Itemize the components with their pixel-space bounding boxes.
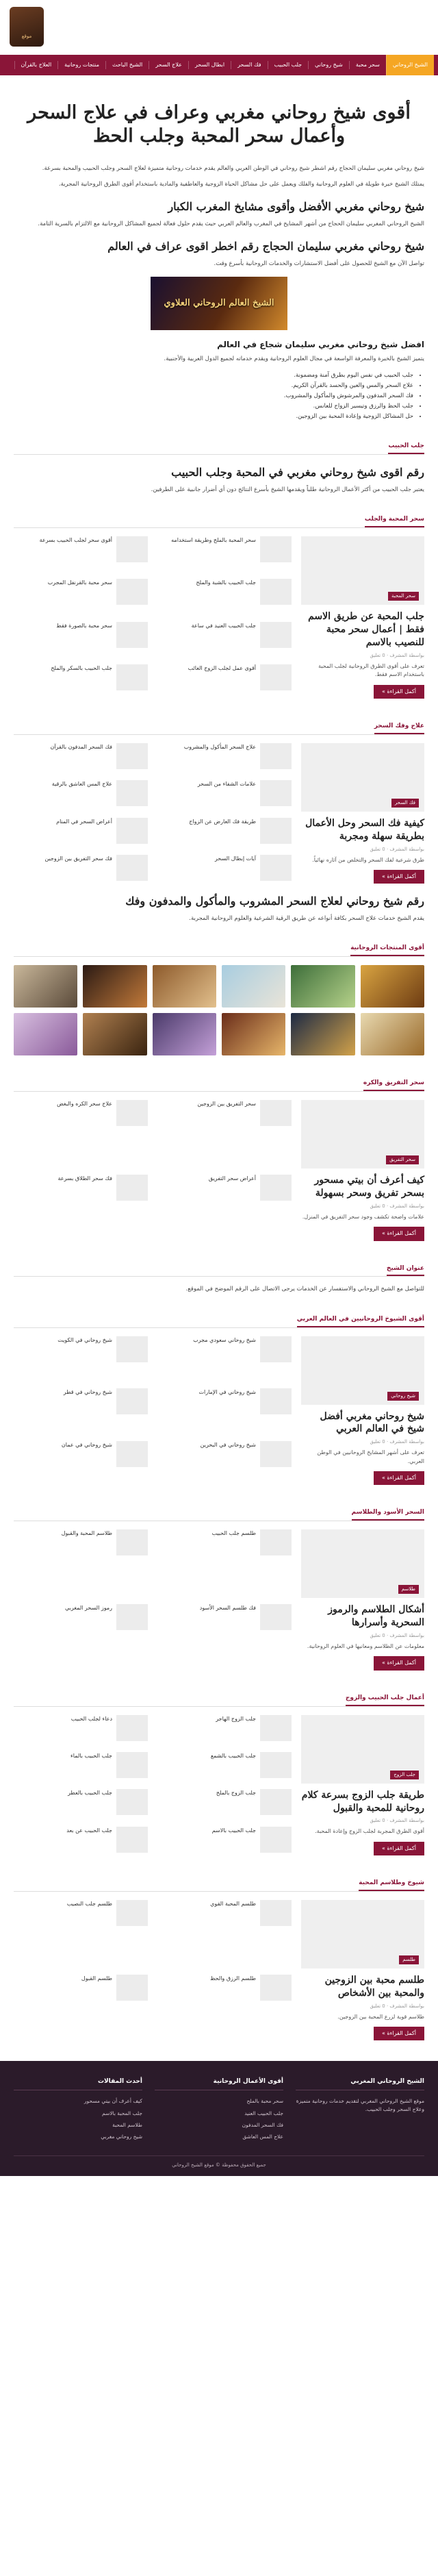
post-title[interactable]: طلسم جلب النصيب <box>66 1901 112 1907</box>
nav-item-6[interactable]: علاج السحر <box>149 61 188 69</box>
page-title: أقوى شيخ روحاني مغربي وعراف في علاج السحر وأعمال سحر المحبة وجلب الحظ <box>27 102 411 147</box>
divider <box>14 734 424 735</box>
post-title[interactable]: فك طلسم السحر الأسود <box>199 1605 256 1612</box>
footer-link[interactable]: فك السحر المدفون <box>242 2121 283 2128</box>
post-thumbnail[interactable] <box>260 1975 292 2001</box>
divider <box>14 1276 424 1277</box>
section-label[interactable]: سحر المحبة والجلب <box>365 514 424 527</box>
post-title[interactable]: سحر محبة بالصورة فقط <box>56 622 112 629</box>
list-item[interactable] <box>14 780 148 809</box>
list-item: • فك السحر المدفون والمرشوش والمأكول والمشروب. <box>14 392 413 401</box>
footer-link[interactable]: جلب المحبة بالاسم <box>101 2110 142 2116</box>
post-title[interactable]: علامات الشفاء من السحر <box>197 781 256 788</box>
product-image[interactable] <box>222 1013 285 1055</box>
post-thumbnail[interactable] <box>260 1604 292 1630</box>
divider <box>14 1327 424 1328</box>
services-list <box>14 371 424 422</box>
post-title[interactable]: طريقة جلب الزوج بسرعة كلام روحانية للمحبة والقبول <box>301 1789 424 1814</box>
post-meta: بواسطة المشرف · 0 تعليق <box>370 2003 424 2009</box>
nav-item-0[interactable]: الشيخ الروحاني <box>386 55 434 75</box>
site-footer <box>0 2061 438 2176</box>
list-item[interactable] <box>14 1100 148 1166</box>
list-item[interactable] <box>14 622 148 656</box>
section-heading: رقم اقوى شيخ روحاني مغربي في المحبة وجلب الحبيب <box>171 466 424 479</box>
post-thumbnail[interactable] <box>116 1388 148 1414</box>
post-title[interactable]: كيفية فك السحر وحل الأعمال بطريقة سهلة ومجربة <box>305 817 424 842</box>
footer-link[interactable]: شيخ روحاني مغربي <box>101 2134 142 2140</box>
post-thumbnail[interactable] <box>260 1336 292 1362</box>
post-thumbnail[interactable] <box>260 855 292 881</box>
post-title[interactable]: شيخ روحاني في قطر <box>63 1389 112 1396</box>
post-thumbnail[interactable] <box>301 743 424 812</box>
product-image[interactable] <box>83 1013 146 1055</box>
post-thumbnail[interactable] <box>260 1900 292 1926</box>
list-item[interactable] <box>157 1900 292 1966</box>
post-meta: بواسطة المشرف · 0 تعليق <box>370 652 424 658</box>
posts-block <box>14 536 424 699</box>
list-item[interactable] <box>157 1789 292 1818</box>
footer-column <box>155 2077 283 2144</box>
section-label[interactable]: السحر الأسود والطلاسم <box>352 1507 424 1521</box>
list-item[interactable] <box>157 664 292 699</box>
product-image[interactable] <box>83 965 146 1008</box>
post-title[interactable]: سحر محبة بالقرنفل المجرب <box>47 579 112 586</box>
post-thumbnail[interactable] <box>260 1529 292 1555</box>
read-more-button[interactable]: أكمل القراءة » <box>374 1656 424 1670</box>
nav-item-9[interactable]: العلاج بالقرآن <box>14 61 58 69</box>
product-image[interactable] <box>14 965 77 1008</box>
post-title[interactable]: علاج السحر المأكول والمشروب <box>183 743 256 750</box>
posts-block <box>14 1336 424 1486</box>
post-title[interactable]: طلسم محبة بين الزوجين والمحبة بين الأشخاص <box>324 1975 424 1999</box>
post-thumbnail[interactable] <box>260 579 292 605</box>
read-more-button[interactable]: أكمل القراءة » <box>374 870 424 884</box>
footer-link[interactable]: كيف أعرف أن بيتي مسحور <box>83 2098 142 2105</box>
featured-post <box>301 1336 424 1486</box>
post-title[interactable]: شيخ روحاني في الإمارات <box>198 1389 256 1396</box>
post-title[interactable]: علاج سحر الكره والبغض <box>57 1101 112 1108</box>
products-gallery <box>14 965 424 1055</box>
post-thumbnail[interactable] <box>301 1336 424 1405</box>
section-label[interactable]: أقوى الشيوخ الروحانيين في العالم العربي <box>297 1314 424 1327</box>
list-item[interactable] <box>14 1529 148 1596</box>
post-title[interactable]: شيخ روحاني في الكويت <box>57 1336 112 1343</box>
copyright: جميع الحقوق محفوظة © موقع الشيخ الروحاني <box>14 2155 424 2169</box>
list-item[interactable] <box>157 818 292 847</box>
post-thumbnail[interactable] <box>260 1175 292 1201</box>
divider <box>14 1706 424 1707</box>
list-item: • جلب الحبيب في نفس اليوم بطرق آمنة ومضمونة. <box>14 371 413 380</box>
footer-heading: الشيخ الروحاني المغربي <box>296 2077 424 2090</box>
divider <box>14 1891 424 1892</box>
list-item[interactable] <box>14 1752 148 1781</box>
list-item[interactable] <box>14 1175 148 1241</box>
post-title[interactable]: جلب الحبيب بالاسم <box>211 1827 256 1834</box>
paragraph: يتميز الشيخ بالخبرة والمعرفة الواسعة في مجال العلوم الروحانية ويقدم خدماته لجميع الدول العربية والأجنبية. <box>164 355 424 363</box>
post-thumbnail[interactable] <box>301 1900 424 1968</box>
post-title[interactable]: دعاء لجلب الحبيب <box>70 1715 112 1722</box>
list-item[interactable] <box>157 1529 292 1596</box>
paragraph: يعتبر جلب الحبيب من أكثر الأعمال الروحانية طلباً ويقدمها الشيخ بأسرع النتائج دون أي أضرار جانبية على الطرفين. <box>151 486 424 494</box>
post-title[interactable]: شيخ روحاني سعودي مجرب <box>193 1336 256 1343</box>
site-logo[interactable] <box>10 7 44 47</box>
footer-text: موقع الشيخ الروحاني المغربي لتقديم خدمات روحانية متميزة وعلاج السحر وجلب الحبيب. <box>296 2098 424 2112</box>
list-item[interactable] <box>157 1336 292 1381</box>
post-thumbnail[interactable] <box>260 780 292 806</box>
post-thumbnail[interactable] <box>260 1100 292 1126</box>
post-title[interactable]: رموز السحر المغربي <box>64 1605 112 1612</box>
read-more-button[interactable]: أكمل القراءة » <box>374 1842 424 1855</box>
divider <box>14 956 424 957</box>
post-thumbnail[interactable] <box>116 855 148 881</box>
post-thumbnail[interactable] <box>260 536 292 562</box>
intro-paragraph: شيخ روحاني مغربي سليمان الحجاج رقم اشطر شيخ روحاني في الوطن العربي والعالم يقدم خدمات روحانية متميزة لعلاج السحر وجلب الحبيب والمحبة بسرعة. <box>42 164 424 172</box>
footer-columns <box>14 2077 424 2144</box>
list-item[interactable] <box>157 743 292 772</box>
post-thumbnail[interactable] <box>116 1529 148 1555</box>
post-title[interactable]: جلب الزوج الهاجر <box>216 1715 256 1722</box>
divider <box>14 1091 424 1092</box>
category-badge[interactable]: جلب الزوج <box>390 1771 419 1779</box>
product-image[interactable] <box>361 1013 424 1055</box>
post-thumbnail[interactable] <box>260 743 292 769</box>
list-item[interactable] <box>157 622 292 656</box>
list-item[interactable] <box>157 1441 292 1486</box>
section-heading: شيخ روحاني مغربي الأفضل وأقوى مشايخ المغرب الكبار <box>168 199 424 213</box>
divider <box>14 527 424 528</box>
nav-item-3[interactable]: جلب الحبيب <box>268 61 309 69</box>
featured-post <box>301 1715 424 1855</box>
post-thumbnail[interactable] <box>301 1100 424 1168</box>
list-item[interactable] <box>14 743 148 772</box>
list-item[interactable] <box>157 579 292 613</box>
product-image[interactable] <box>222 965 285 1008</box>
post-thumbnail[interactable] <box>260 1715 292 1741</box>
post-title[interactable]: طلسم المحبة القوي <box>210 1901 256 1907</box>
post-excerpt: أقوى الطرق المجربة لجلب الزوج وإعادة المحبة. <box>315 1828 424 1835</box>
featured-post <box>301 743 424 884</box>
category-badge[interactable]: شيخ روحاني <box>387 1392 419 1401</box>
post-title[interactable]: جلب الحبيب بالعطر <box>68 1790 112 1797</box>
list-item[interactable] <box>14 536 148 571</box>
list-item[interactable] <box>14 1336 148 1381</box>
list-item[interactable] <box>14 1900 148 1966</box>
post-excerpt: طرق شرعية لفك السحر والتخلص من آثاره نهائياً. <box>312 856 424 863</box>
list-item: • حل المشاكل الزوجية وإعادة المحبة بين الزوجين. <box>14 412 413 421</box>
footer-heading: أحدث المقالات <box>14 2077 142 2090</box>
post-thumbnail[interactable] <box>116 818 148 844</box>
read-more-button[interactable]: أكمل القراءة » <box>374 1471 424 1485</box>
post-thumbnail[interactable] <box>116 579 148 605</box>
post-thumbnail[interactable] <box>301 1529 424 1598</box>
category-badge[interactable]: فك السحر <box>391 799 419 808</box>
post-thumbnail[interactable] <box>116 1100 148 1126</box>
paragraph: للتواصل مع الشيخ الروحاني والاستفسار عن الخدمات يرجى الاتصال على الرقم الموضح في الموقع. <box>185 1286 424 1293</box>
section-label[interactable]: سحر التفريق والكره <box>363 1077 424 1091</box>
post-list <box>14 743 292 884</box>
post-excerpt: تعرف على أقوى الطرق الروحانية لجلب المحبة باستخدام الاسم فقط. <box>318 662 424 678</box>
nav-item-5[interactable]: ابطال السحر <box>188 61 231 69</box>
post-thumbnail[interactable] <box>301 1715 424 1784</box>
list-item[interactable] <box>157 1827 292 1855</box>
list-item[interactable] <box>14 818 148 847</box>
post-thumbnail[interactable] <box>301 536 424 605</box>
list-item[interactable] <box>157 780 292 809</box>
post-title[interactable]: جلب الحبيب عن بعد <box>66 1827 112 1834</box>
post-thumbnail[interactable] <box>260 1752 292 1778</box>
list-item[interactable] <box>157 1388 292 1433</box>
section-label[interactable]: شيوخ وطلاسم المحبة <box>359 1877 424 1891</box>
category-badge[interactable]: طلسم <box>399 1955 419 1964</box>
list-item[interactable] <box>157 1604 292 1671</box>
list-item[interactable] <box>14 664 148 699</box>
post-list <box>14 1900 292 2040</box>
list-item[interactable] <box>157 1100 292 1166</box>
nav-item-1[interactable]: سحر محبة <box>349 61 386 69</box>
post-list <box>14 1529 292 1670</box>
nav-item-7[interactable]: الشيخ الباحث <box>105 61 149 69</box>
post-excerpt: علامات واضحة تكشف وجود سحر التفريق في المنزل. <box>302 1213 424 1220</box>
post-title[interactable]: جلب الحبيب العنيد في ساعة <box>191 622 256 629</box>
nav-item-2[interactable]: شيخ روحاني <box>308 61 349 69</box>
post-thumbnail[interactable] <box>116 1789 148 1815</box>
read-more-button[interactable]: أكمل القراءة » <box>374 2027 424 2040</box>
list-item[interactable] <box>14 1827 148 1855</box>
sub-heading: افضل شيخ روحاني مغربي سليمان شجاع في العالم <box>217 339 424 349</box>
sheikh-banner-image <box>151 277 287 330</box>
section-label[interactable]: أقوى المنتجات الروحانية <box>350 942 424 956</box>
footer-link[interactable]: علاج المس العاشق <box>242 2134 283 2140</box>
post-thumbnail[interactable] <box>116 622 148 648</box>
section-label[interactable]: جلب الحبيب <box>388 440 424 454</box>
section-label[interactable]: علاج وفك السحر <box>374 721 424 734</box>
posts-block <box>14 1529 424 1670</box>
product-image[interactable] <box>291 1013 355 1055</box>
list-item[interactable] <box>14 579 148 613</box>
list-item[interactable] <box>157 1975 292 2041</box>
divider <box>14 454 424 455</box>
post-title[interactable]: فك سحر الطلاق بسرعة <box>57 1175 112 1181</box>
post-thumbnail[interactable] <box>260 1789 292 1815</box>
product-image[interactable] <box>14 1013 77 1055</box>
product-image[interactable] <box>153 1013 216 1055</box>
post-thumbnail[interactable] <box>260 1388 292 1414</box>
product-image[interactable] <box>153 965 216 1008</box>
post-title[interactable]: جلب الحبيب بالسكر والملح <box>51 664 112 671</box>
site-header <box>0 0 438 55</box>
post-meta: بواسطة المشرف · 0 تعليق <box>370 1203 424 1209</box>
post-title[interactable]: طريقة فك العارض عن الزواج <box>189 818 256 825</box>
list-item[interactable] <box>157 1175 292 1241</box>
post-thumbnail[interactable] <box>116 1900 148 1926</box>
post-excerpt: طلاسم قوية لزرع المحبة بين الزوجين. <box>337 2013 424 2020</box>
featured-post <box>301 1529 424 1670</box>
post-title[interactable]: جلب الحبيب بالشمع <box>210 1753 256 1759</box>
post-excerpt: تعرف على أشهر المشايخ الروحانيين في الوطن العربي. <box>317 1449 424 1464</box>
list-item[interactable] <box>14 1604 148 1671</box>
category-badge[interactable]: طلاسم <box>398 1585 419 1594</box>
post-title[interactable]: سحر المحبة بالملح وطريقة استخدامه <box>171 537 256 544</box>
post-thumbnail[interactable] <box>116 1975 148 2001</box>
featured-post <box>301 536 424 699</box>
post-title[interactable]: طلسم جلب الحبيب <box>211 1530 256 1537</box>
post-title[interactable]: أشكال الطلاسم والرموز السحرية وأسرارها <box>328 1604 424 1629</box>
category-badge[interactable]: سحر المحبة <box>388 592 419 601</box>
post-thumbnail[interactable] <box>116 1827 148 1853</box>
list-item[interactable] <box>14 1388 148 1433</box>
section-heading: رقم شيخ روحاني لعلاج السحر المشروب والمأكول والمدفون وفك <box>125 895 424 908</box>
read-more-button[interactable]: أكمل القراءة » <box>374 1227 424 1240</box>
main-content <box>14 101 424 2040</box>
post-thumbnail[interactable] <box>116 1752 148 1778</box>
post-title[interactable]: أعراض سحر التفريق <box>208 1175 256 1181</box>
post-list <box>14 536 292 699</box>
post-title[interactable]: شيخ روحاني في البحرين <box>200 1441 256 1448</box>
post-thumbnail[interactable] <box>116 1604 148 1630</box>
post-list <box>14 1100 292 1240</box>
section-label[interactable]: أعمال جلب الحبيب والزوج <box>346 1692 424 1706</box>
posts-block <box>14 1900 424 2040</box>
post-title[interactable]: شيخ روحاني في عمان <box>61 1441 112 1448</box>
post-title[interactable]: طلسم الرزق والحظ <box>210 1975 256 1981</box>
list-item[interactable] <box>157 536 292 571</box>
post-thumbnail[interactable] <box>116 1336 148 1362</box>
list-item[interactable] <box>14 1975 148 2041</box>
post-meta: بواسطة المشرف · 0 تعليق <box>370 1633 424 1639</box>
post-thumbnail[interactable] <box>116 664 148 690</box>
post-title[interactable]: كيف أعرف أن بيتي مسحور بسحر تفريق وسحر بسهولة <box>314 1175 424 1199</box>
featured-post <box>301 1100 424 1240</box>
footer-heading: أقوى الأعمال الروحانية <box>155 2077 283 2090</box>
post-thumbnail[interactable] <box>260 1441 292 1467</box>
main-nav <box>0 55 438 75</box>
product-image[interactable] <box>291 965 355 1008</box>
post-meta: بواسطة المشرف · 0 تعليق <box>370 1439 424 1445</box>
list-item: • علاج السحر والمس والعين والحسد بالقرآن الكريم. <box>14 382 413 390</box>
list-item[interactable] <box>14 1441 148 1486</box>
list-item[interactable] <box>14 855 148 884</box>
intro-paragraph: يمتلك الشيخ خبرة طويلة في العلوم الروحانية والفلك ويعمل على حل مشاكل الحياة الزوجية والعاطفية والمادية باستخدام أقوى الطرق الروحانية المجربة. <box>58 180 424 188</box>
footer-link[interactable]: طلاسم المحبة <box>112 2121 142 2128</box>
post-title[interactable]: أقوى سحر لجلب الحبيب بسرعة <box>39 537 112 544</box>
post-thumbnail[interactable] <box>260 1827 292 1853</box>
list-item[interactable] <box>14 1715 148 1744</box>
post-excerpt: معلومات عن الطلاسم ومعانيها في العلوم الروحانية. <box>307 1642 424 1649</box>
post-thumbnail[interactable] <box>116 536 148 562</box>
posts-block <box>14 1100 424 1240</box>
post-title[interactable]: فك السحر المدفون بالقرآن <box>50 743 112 750</box>
footer-column <box>14 2077 142 2144</box>
section-heading: شيخ روحاني مغربي سليمان الحجاج رقم اخطر اقوى عراف في العالم <box>107 239 424 253</box>
post-title[interactable]: شيخ روحاني مغربي أفضل شيخ في العالم العربي <box>320 1410 424 1435</box>
paragraph: تواصل الآن مع الشيخ للحصول على أفضل الاستشارات والخدمات الروحانية بأسرع وقت. <box>214 260 424 267</box>
post-title[interactable]: جلب الزوج بالملح <box>216 1790 256 1797</box>
paragraph: الشيخ الروحاني المغربي سليمان الحجاج من أشهر المشايخ في المغرب والعالم العربي حيث يقدم حلول فعالة لجميع المشاكل الروحانية مع الالتزام بالسرية التامة. <box>38 220 424 227</box>
post-thumbnail[interactable] <box>116 1175 148 1201</box>
post-thumbnail[interactable] <box>116 743 148 769</box>
nav-item-8[interactable]: منتجات روحانية <box>57 61 105 69</box>
section-label[interactable]: عنوان الشيخ <box>387 1263 424 1277</box>
post-thumbnail[interactable] <box>260 818 292 844</box>
post-title[interactable]: آيات إبطال السحر <box>214 855 256 862</box>
post-title[interactable]: طلسم القبول <box>81 1975 112 1981</box>
featured-post <box>301 1900 424 2040</box>
footer-column <box>296 2077 424 2144</box>
post-title[interactable]: جلب الحبيب بالشبة والملح <box>196 579 256 586</box>
product-image[interactable] <box>361 965 424 1008</box>
nav-item-4[interactable]: فك السحر <box>231 61 267 69</box>
category-badge[interactable]: سحر التفريق <box>386 1155 419 1164</box>
post-thumbnail[interactable] <box>116 1441 148 1467</box>
footer-link[interactable]: جلب الحبيب العنيد <box>244 2110 283 2116</box>
posts-block <box>14 743 424 884</box>
post-list <box>14 1715 292 1855</box>
post-title[interactable]: علاج المس العاشق بالرقية <box>51 781 112 788</box>
post-thumbnail[interactable] <box>260 664 292 690</box>
read-more-button[interactable]: أكمل القراءة » <box>374 685 424 699</box>
post-thumbnail[interactable] <box>116 1715 148 1741</box>
post-title[interactable]: فك سحر التفريق بين الزوجين <box>44 855 112 862</box>
footer-link[interactable]: سحر محبة بالملح <box>246 2098 283 2105</box>
post-title[interactable]: جلب المحبة عن طريق الاسم فقط | أعمال سحر محبة للنصيب بالاسم <box>308 611 424 649</box>
list-item[interactable] <box>14 1789 148 1818</box>
post-title[interactable]: طلاسم المحبة والقبول <box>61 1530 112 1537</box>
banner-text: الشيخ العالم الروحاني العلاوي <box>164 297 274 308</box>
list-item: • جلب الحظ والرزق وتيسير الزواج للعانس. <box>14 402 413 411</box>
list-item[interactable] <box>157 1715 292 1744</box>
post-list <box>14 1336 292 1486</box>
post-meta: بواسطة المشرف · 0 تعليق <box>370 1818 424 1824</box>
logo-text: موقع <box>21 34 32 39</box>
post-title[interactable]: جلب الحبيب بالماء <box>70 1753 112 1759</box>
post-title[interactable]: أقوى عمل لجلب الزوج الغائب <box>188 664 256 671</box>
post-meta: بواسطة المشرف · 0 تعليق <box>370 846 424 852</box>
post-thumbnail[interactable] <box>260 622 292 648</box>
posts-block <box>14 1715 424 1855</box>
list-item[interactable] <box>157 1752 292 1781</box>
paragraph: يقدم الشيخ خدمات علاج السحر بكافة أنواعه عن طريق الرقية الشرعية والعلوم الروحانية المجربة. <box>189 915 424 923</box>
list-item[interactable] <box>157 855 292 884</box>
post-title[interactable]: أعراض السحر في المنام <box>56 818 112 825</box>
post-thumbnail[interactable] <box>116 780 148 806</box>
post-title[interactable]: سحر التفريق بين الزوجين <box>197 1101 256 1108</box>
